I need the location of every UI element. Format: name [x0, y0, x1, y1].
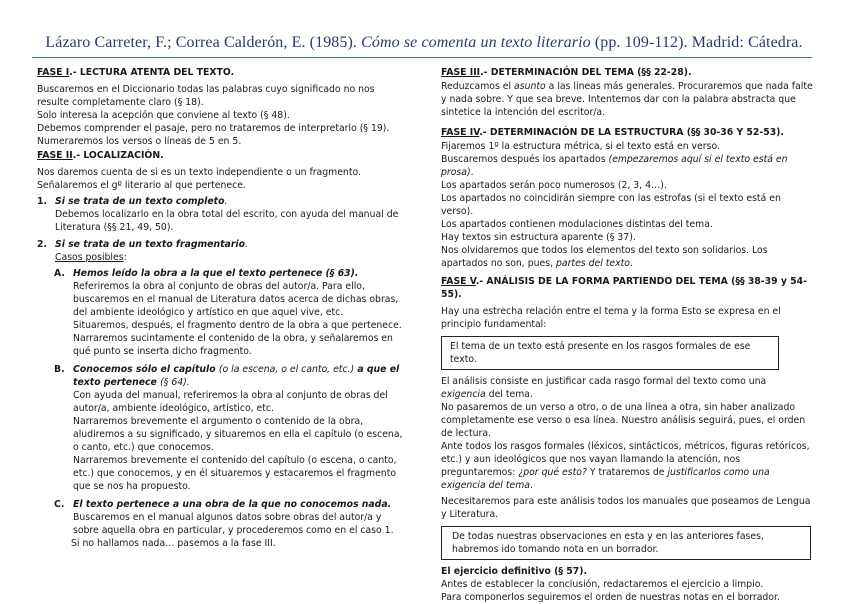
fase2-intro: Nos daremos cuenta de si es un texto independiente o un fragmento.: [37, 167, 361, 178]
citation-authors: Lázaro Carreter, F.; Correa Calderón, E. (1985).: [45, 34, 362, 51]
case-heading-cont: a que el texto pertenece: [73, 364, 400, 388]
fase5-paragraph: Necesitaremos para este análisis todos los manuales que poseamos de Lengua y Literatura.: [441, 496, 811, 520]
case-a: [37, 267, 405, 358]
case-letter: A.: [54, 268, 65, 279]
fase2-intro: Señalaremos el gº literario al que pertenece.: [37, 180, 246, 191]
fase1-line: Buscaremos en el Diccionario todas las palabras cuyo significado no nos resulte completamente claro (§ 18).: [37, 84, 375, 108]
right-column: [441, 65, 813, 604]
fase4-line: Los apartados contienen modulaciones distintas del tema.: [441, 219, 713, 230]
final-heading: El ejercicio definitivo (§ 57).: [441, 566, 587, 577]
page-header-citation: [0, 34, 848, 52]
fase5-paragraph: El análisis consiste en justificar cada rasgo formal del texto como una exigencia del tema.: [441, 376, 767, 400]
final-line: Para componerlos seguiremos el orden de nuestras notas en el borrador.: [441, 592, 780, 603]
case-paragraph: Con ayuda del manual, referiremos la obra al conjunto de obras del autor/a, ambiente ideológico, artístico, etc.: [73, 390, 388, 414]
item-heading: Si se trata de un texto completo: [55, 196, 225, 207]
spacer: [441, 119, 813, 125]
fase1-title: .- LECTURA ATENTA DEL TEXTO.: [69, 67, 235, 78]
case-heading-ref: (§ 64).: [160, 377, 190, 388]
header-rule: [32, 57, 812, 58]
case-paragraph: Si no hallamos nada… pasemos a la fase III.: [71, 538, 276, 549]
item-heading-end: .: [244, 239, 248, 250]
fase4-line: Buscaremos después los apartados (empezaremos aquí si el texto está en prosa).: [441, 154, 788, 178]
fase5-paragraph: No pasaremos de un verso a otro, o de una línea a otra, sin haber analizado completamente ese verso o esa línea. Nuestro análisis seguirá, pues, el orden de lectura.: [441, 402, 806, 439]
principle-box: El tema de un texto está presente en los rasgos formales de ese texto.: [441, 336, 779, 370]
final-line: Antes de establecer la conclusión, redactaremos el ejercicio a limpio.: [441, 579, 764, 590]
list-item-1: [37, 195, 405, 234]
fase1-label: FASE I: [37, 67, 70, 78]
fase4-heading: [441, 126, 813, 139]
citation-title: Cómo se comenta un texto literario: [361, 34, 591, 51]
fase1-line: Debemos comprender el pasaje, pero no trataremos de interpretarlo (§ 19).: [37, 123, 390, 134]
case-paragraph: Buscaremos en el manual algunos datos sobre obras del autor/a y sobre aquella obra en particular, y procederemos como en el caso 1.: [73, 512, 394, 536]
fase5-label: FASE V: [441, 276, 476, 287]
case-heading-paren: (o la escena, o el canto, etc.): [218, 364, 355, 375]
casos-label: Casos posibles: [55, 252, 124, 263]
fase4-line: Los apartados serán poco numerosos (2, 3, 4…).: [441, 180, 667, 191]
fase4-title: .- DETERMINACIÓN DE LA ESTRUCTURA (§§ 30-36 Y 52-53).: [479, 127, 784, 138]
casos-colon: :: [123, 252, 127, 263]
case-paragraph: Situaremos, después, el fragmento dentro de la obra a que pertenece.: [73, 320, 402, 331]
case-paragraph: Narraremos brevemente el contenido del capítulo (o escena, o canto, etc.) que conocemos, y en él situaremos y estacaremos el fragmento que se nos ha propuesto.: [73, 455, 397, 492]
fase3-label: FASE III: [441, 67, 481, 78]
fase5-title: .- ANÁLISIS DE LA FORMA PARTIENDO DEL TEMA (§§ 38-39 y 54-55).: [441, 276, 807, 300]
citation-rest: (pp. 109-112). Madrid: Cátedra.: [590, 34, 803, 51]
case-letter: B.: [54, 364, 65, 375]
case-paragraph: Narraremos brevemente el argumento o contenido de la obra, aludiremos a su significado, y situaremos en ella el capítulo (o escena, o canto, etc.) que conocemos.: [73, 416, 403, 453]
fase4-label: FASE IV: [441, 127, 480, 138]
case-c: [37, 498, 405, 550]
spacer: [441, 270, 813, 274]
fase2-title: .- LOCALIZACIÓN.: [72, 150, 164, 161]
fase4-line: Hay textos sin estructura aparente (§ 37).: [441, 232, 636, 243]
fase3-heading: [441, 66, 813, 79]
fase2-label: FASE II: [37, 150, 73, 161]
item-heading-end: .: [224, 196, 228, 207]
case-letter: C.: [54, 499, 65, 510]
fase5-intro: Hay una estrecha relación entre el tema y la forma Esto se expresa en el principio fundamental:: [441, 306, 781, 330]
case-heading: Hemos leído la obra a la que el texto pertenece (§ 63).: [73, 268, 359, 279]
asunto-term: asunto: [514, 81, 546, 92]
item-number: 1.: [37, 196, 48, 207]
fase4-line: Nos olvidaremos que todos los elementos del texto son solidarios. Los apartados no son, pues, partes del texto.: [441, 245, 768, 269]
left-column: [37, 65, 405, 550]
case-heading: El texto pertenece a una obra de la que no conocemos nada.: [73, 499, 392, 510]
case-paragraph: Referiremos la obra al conjunto de obras del autor/a. Para ello, buscaremos en el manual de Literatura datos acerca de dichas obras, del ambiente ideológico y artístico en que aquel vive, etc.: [73, 281, 399, 318]
fase5-paragraph: Ante todos los rasgos formales (léxicos, sintácticos, métricos, figuras retóricos, etc.) y aun ideológicos que nos vayan llamando la atención, nos preguntaremos: ¿por qué esto? Y trataremos de justificarlos como una exigencia del tema.: [441, 441, 810, 491]
fase2-heading: [37, 149, 405, 162]
case-heading: Conocemos sólo el capítulo: [73, 364, 219, 375]
fase4-line: Los apartados no coincidirán siempre con las estrofas (si el texto está en verso).: [441, 193, 781, 217]
list-item-2: [37, 238, 405, 264]
note-box: De todas nuestras observaciones en esta y en las anteriores fases, habremos ido tomando nota en un borrador.: [441, 526, 811, 560]
fase3-title: .- DETERMINACIÓN DEL TEMA (§§ 22-28).: [480, 67, 692, 78]
case-b: [37, 363, 405, 493]
fase1-heading: [37, 66, 405, 79]
fase4-line: Fijaremos 1º la estructura métrica, si el texto está en verso.: [441, 141, 720, 152]
fase3-paragraph: Reduzcamos el asunto a las líneas más generales. Procuraremos que nada falte y nada sobre. Y que sea breve. Intentemos dar con la palabra abstracta que sintetice la intención del escritor/a.: [441, 81, 813, 118]
fase1-line: Solo interesa la acepción que conviene al texto (§ 48).: [37, 110, 290, 121]
item-number: 2.: [37, 239, 48, 250]
item-heading: Si se trata de un texto fragmentario: [55, 239, 245, 250]
fase1-line: Numeraremos los versos o líneas de 5 en 5.: [37, 136, 242, 147]
item-body: Debemos localizarlo en la obra total del escrito, con ayuda del manual de Literatura (§§ 21, 49, 50).: [55, 209, 399, 233]
case-paragraph: Narraremos sucintamente el contenido de la obra, y señalaremos en qué punto se inserta dicho fragmento.: [73, 333, 393, 357]
fase5-heading: [441, 275, 813, 301]
